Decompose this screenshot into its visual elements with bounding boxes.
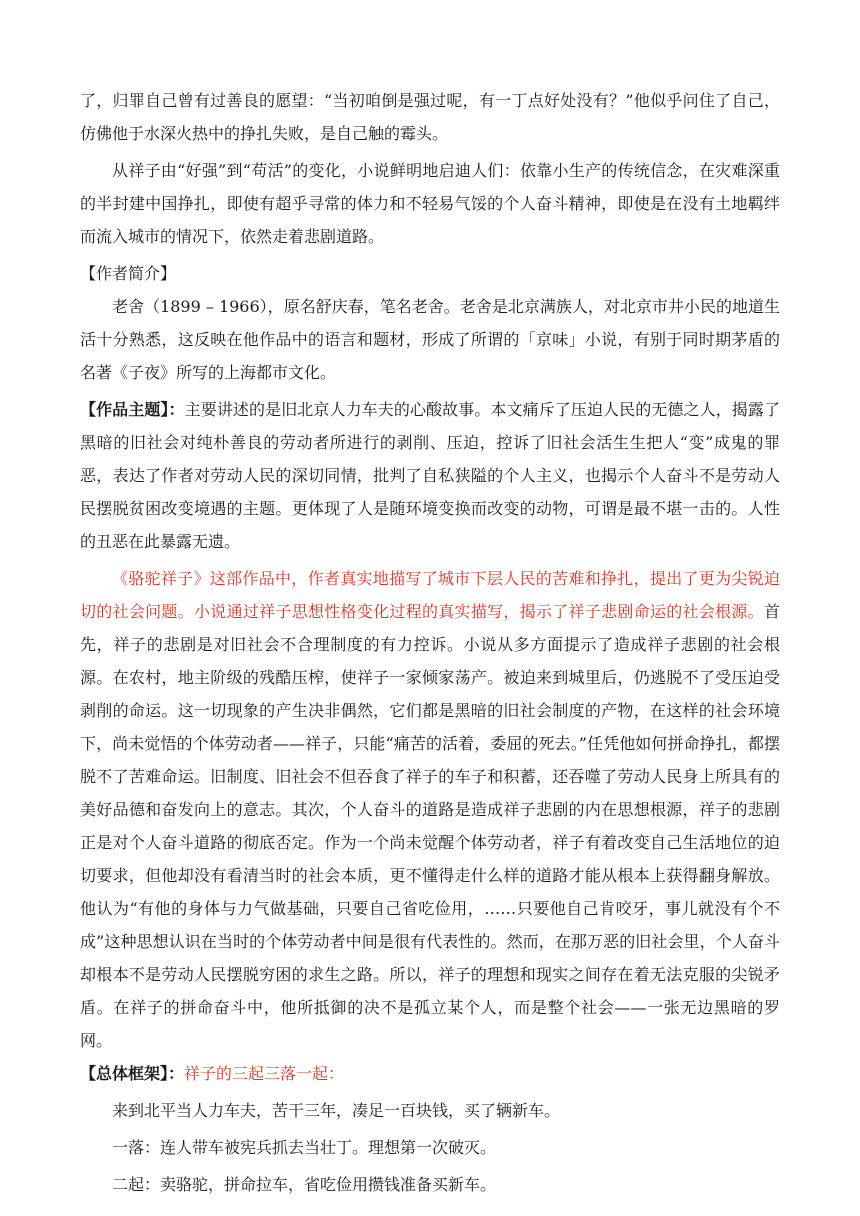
theme-heading: 【作品主题】：: [80, 400, 185, 419]
theme-paragraph: [80, 393, 780, 558]
framework-heading-line: [80, 1057, 780, 1090]
framework-item: 来到北平当人力车夫，苦干三年，凑足一百块钱，买了辆新车。: [112, 1101, 561, 1120]
theme-text: 主要讲述的是旧北京人力车夫的心酸故事。本文痛斥了压迫人民的无德之人，揭露了黑暗的旧社会对纯朴善良的劳动者所进行的剥削、压迫，控诉了旧社会活生生把人“变”成鬼的罪恶，表达了作者对劳动人民的深切同情，批判了自私狭隘的个人主义，也揭示个人奋斗不是劳动人民摆脱贫困改变境遇的主题。更体现了人是随环境变换而改变的动物，可谓是最不堪一击的。人性的丑恶在此暴露无遗。: [80, 400, 780, 551]
author-heading: 【作者简介】: [80, 264, 177, 283]
analysis-paragraph: [80, 562, 780, 1057]
framework-item: 一落：连人带车被宪兵抓去当壮丁。理想第一次破灭。: [112, 1138, 497, 1157]
intro-paragraph: 了，归罪自己曾有过善良的愿望：“当初咱倒是强过呢，有一丁点好处没有？”他似乎问住了自己，仿佛他于水深火热中的挣扎失败，是自己触的霉头。: [80, 91, 780, 143]
change-paragraph: 从祥子由“好强”到“苟活”的变化，小说鲜明地启迪人们：依靠小生产的传统信念，在灾难深重的半封建中国挣扎，即使有超乎寻常的体力和不轻易气馁的个人奋斗精神，即使是在没有土地羁绊而流入城市的情况下，依然走着悲剧道路。: [80, 161, 780, 246]
analysis-highlight: 《骆驼祥子》这部作品中，作者真实地描写了城市下层人民的苦难和挣扎，提出了更为尖锐迫切的社会问题。小说通过祥子思想性格变化过程的真实描写，揭示了祥子悲剧命运的社会根源。: [80, 569, 780, 621]
author-paragraph: 老舍（1899 – 1966），原名舒庆春，笔名老舍。老舍是北京满族人，对北京市井小民的地道生活十分熟悉，这反映在他作品中的语言和题材，形成了所谓的「京味」小说，有别于同时期茅盾的名著《子夜》所写的上海都市文化。: [80, 297, 780, 382]
framework-heading: 【总体框架】：: [80, 1064, 185, 1083]
framework-subtitle: 祥子的三起三落一起：: [184, 1064, 345, 1083]
document-page: [80, 84, 780, 1201]
analysis-text: 首先，祥子的悲剧是对旧社会不合理制度的有力控诉。小说从多方面提示了造成祥子悲剧的社会根源。在农村，地主阶级的残酷压榨，使祥子一家倾家荡产。被迫来到城里后，仍逃脱不了受压迫受剥削的命运。这一切现象的产生决非偶然，它们都是黑暗的旧社会制度的产物，在这样的社会环境下，尚未觉悟的个体劳动者——祥子，只能“痛苦的活着，委屈的死去。”任凭他如何拼命挣扎，都摆脱不了苦难命运。旧制度、旧社会不但吞食了祥子的车子和积蓄，还吞噬了劳动人民身上所具有的美好品德和奋发向上的意志。其次，个人奋斗的道路是造成祥子悲剧的内在思想根源，祥子的悲剧正是对个人奋斗道路的彻底否定。作为一个尚未觉醒个体劳动者，祥子有着改变自己生活地位的迫切要求，但他却没有看清当时的社会本质，更不懂得走什么样的道路才能从根本上获得翻身解放。他认为“有他的身体与力气做基础，只要自己省吃俭用，……只要他自己肯咬牙，事儿就没有个不成”这种思想认识在当时的个体劳动者中间是很有代表性的。然而，在那万恶的旧社会里，个人奋斗却根本不是劳动人民摆脱穷困的求生之路。所以，祥子的理想和现实之间存在着无法克服的尖锐矛盾。在祥子的拼命奋斗中，他所抵御的决不是孤立某个人，而是整个社会——一张无边黑暗的罗网。: [80, 602, 780, 1050]
framework-item: 二起：卖骆驼，拼命拉车，省吃俭用攒钱准备买新车。: [112, 1175, 497, 1194]
